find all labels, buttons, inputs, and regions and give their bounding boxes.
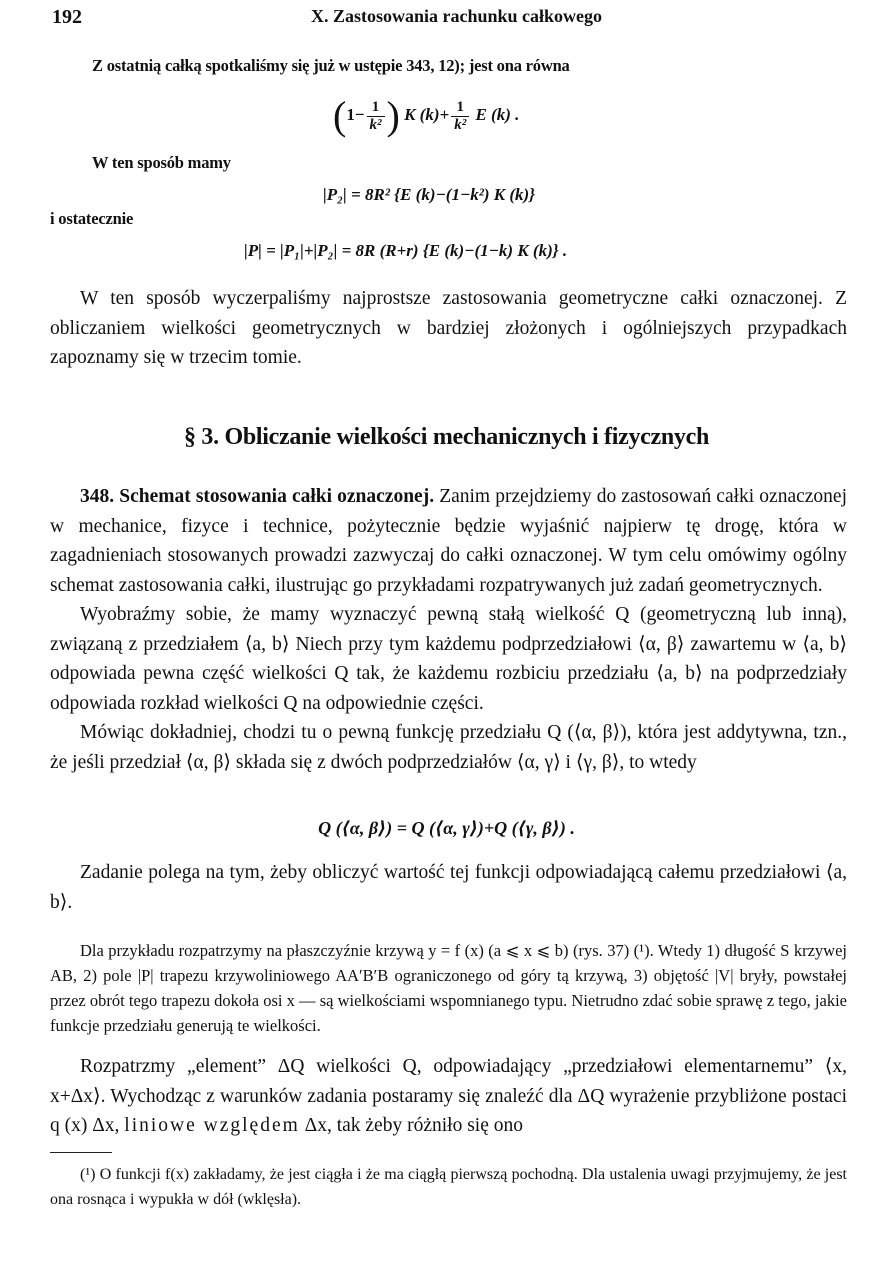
paragraph-element: Rozpatrzmy „element” ΔQ wielkości Q, odpowiadający „przedziałowi elementarnemu” ⟨x, x+Δx⟩. Wychodząc z warunków zadania postaramy się znaleźć dla ΔQ wyrażenie przybliżone postaci q (x) Δx, liniowe względem Δx, tak żeby różniło się ono (50, 1056, 847, 1136)
footnote-rule (50, 1152, 112, 1153)
equation-1: (1− $\frac{1}{\text{k²}}$ ) K (k)+ $\frac{1}{\text{k²}}$ E (k) . (333, 93, 520, 138)
paragraph: Wyobraźmy sobie, że mamy wyznaczyć pewną stałą wielkość Q (geometryczną lub inną), związaną z przedziałem ⟨a, b⟩ Niech przy tym każdemu podprzedziałowi ⟨α, β⟩ zawartemu w ⟨a, b⟩ odpowiada pewna część wielkości Q tak, że każdemu rozbiciu przedziału ⟨a, b⟩ na podprzedziały odpowiada rozkład wielkości Q na odpowiednie części. (50, 604, 847, 714)
page-number: 192 (52, 6, 82, 28)
section-title: § 3. Obliczanie wielkości mechanicznych i fizycznych (184, 424, 709, 450)
spaced-emphasis: liniowe względem (124, 1115, 300, 1136)
example-paragraph: Dla przykładu rozpatrzymy na płaszczyźnie krzywą y = f (x) (a ⩽ x ⩽ b) (rys. 37) (¹). Wtedy 1) długość S krzywej AB, 2) pole |P| trapezu krzywoliniowego AA′B′B ograniczonego od góry tą krzywą, 3) objętość |V| bryły, powstałej przez obrót tego trapezu dokoła osi x — są wielkościami wspomnianego typu. Nietrudno zdać sobie sprawę z tego, jakie funkcje przedziału generują te wielkości. (50, 941, 847, 1035)
intro-line: Z ostatnią całką spotkaliśmy się już w ustępie 343, 12); jest ona równa (92, 56, 570, 75)
text-line: W ten sposób mamy (92, 153, 231, 172)
equation-4: Q (⟨α, β⟩) = Q (⟨α, γ⟩)+Q (⟨γ, β⟩) . (318, 818, 575, 838)
equation-3: |P| = |P₁|+|P₂| = 8R (R+r) {E (k)−(1−k) K (k)} . (244, 241, 568, 260)
text-line: i ostatecznie (50, 209, 134, 228)
fraction: $\frac{1}{\text{k²}}$ (367, 99, 385, 134)
running-title: X. Zastosowania rachunku całkowego (311, 6, 603, 26)
equation-2: |P₂| = 8R² {E (k)−(1−k²) K (k)} (323, 185, 536, 204)
paragraph-task: Zadanie polega na tym, żeby obliczyć wartość tej funkcji odpowiadającą całemu przedziałowi ⟨a, b⟩. (50, 862, 847, 913)
article-heading: 348. Schemat stosowania całki oznaczonej. (80, 486, 435, 507)
footnote: (¹) O funkcji f(x) zakładamy, że jest ciągła i że ma ciągłą pierwszą pochodną. Dla ustalenia uwagi przyjmujemy, że jest ona rosnąca i wypukła w dół (wklęsła). (50, 1166, 847, 1208)
article-body (50, 482, 847, 777)
paragraph: Mówiąc dokładniej, chodzi tu o pewną funkcję przedziału Q (⟨α, β⟩), która jest addytywna, tzn., że jeśli przedział ⟨α, β⟩ składa się z dwóch podprzedziałów ⟨α, γ⟩ i ⟨γ, β⟩, to wtedy (50, 722, 847, 773)
paragraph: 348. Schemat stosowania całki oznaczonej. Zanim przejdziemy do zastosowań całki oznaczonej w mechanice, fizyce i technice, pożytecznie będzie wyjaśnić najpierw tę drogę, która w zagadnieniach stosowanych prowadzi zazwyczaj do całki oznaczonej. W tym celu omówimy ogólny schemat zastosowania całki, ilustrując go przykładami rozpatrywanych już zadań geometrycznych. (50, 486, 847, 596)
fraction: $\frac{1}{\text{k²}}$ (451, 99, 469, 134)
paragraph-conclusion: W ten sposób wyczerpaliśmy najprostsze zastosowania geometryczne całki oznaczonej. Z obliczaniem wielkości geometrycznych w bardziej złożonych i ogólniejszych przypadkach zapoznamy się w trzecim tomie. (50, 288, 847, 368)
